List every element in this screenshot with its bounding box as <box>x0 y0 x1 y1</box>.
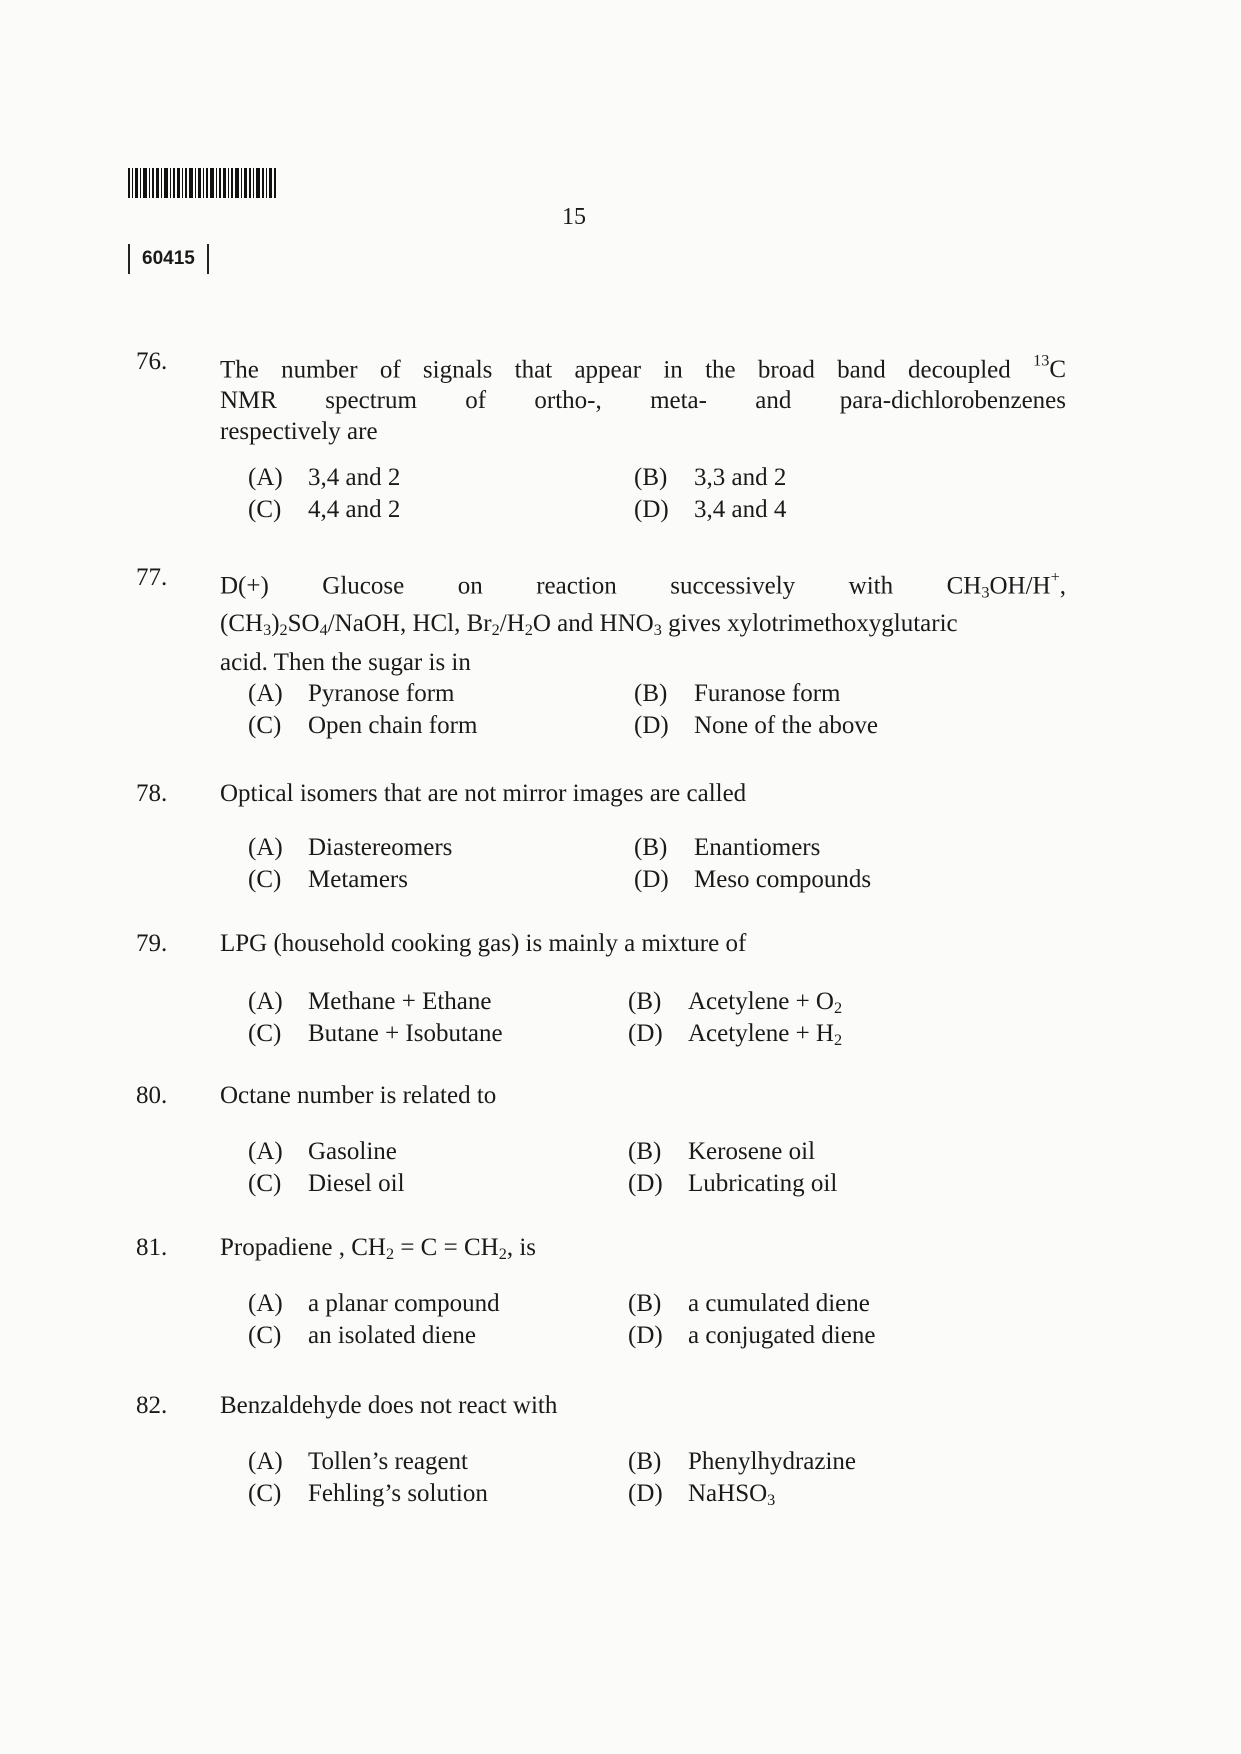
option-c[interactable]: (C) Butane + Isobutane <box>248 1020 503 1047</box>
question-number: 79. <box>136 930 168 957</box>
option-a[interactable]: (A) Methane + Ethane <box>248 988 492 1015</box>
question-stem: Octane number is related to <box>220 1082 497 1109</box>
option-c[interactable]: (C) Diesel oil <box>248 1170 405 1197</box>
option-d[interactable]: (D) None of the above <box>634 712 878 739</box>
question-number: 76. <box>136 348 168 375</box>
question-number: 82. <box>136 1392 168 1419</box>
option-d[interactable]: (D) 3,4 and 4 <box>634 496 787 523</box>
option-b[interactable]: (B) Enantiomers <box>634 834 821 861</box>
question-stem: Propadiene , $CH_2 = C = CH_2$, is <box>220 1234 536 1264</box>
option-b[interactable]: (B) 3,3 and 2 <box>634 464 787 491</box>
option-b[interactable]: (B) Furanose form <box>634 680 841 707</box>
question-number: 81. <box>136 1234 168 1261</box>
option-a[interactable]: (A) Gasoline <box>248 1138 397 1165</box>
option-c[interactable]: (C) Metamers <box>248 866 408 893</box>
option-d[interactable]: (D) Lubricating oil <box>628 1170 838 1197</box>
question-stem: Benzaldehyde does not react with <box>220 1392 558 1419</box>
option-d[interactable]: (D) NaHSO$_3$ <box>628 1480 776 1510</box>
option-b[interactable]: (B) a cumulated diene <box>628 1290 870 1317</box>
barcode <box>128 168 290 198</box>
question-stem: The number of signals that appear in the broad band decoupled $^{13}$C NMR spectrum of ortho-, meta- and para-dichlorobenzenes respectively are <box>220 352 1066 446</box>
question-number: 78. <box>136 780 168 807</box>
option-c[interactable]: (C) an isolated diene <box>248 1322 476 1349</box>
option-c[interactable]: (C) 4,4 and 2 <box>248 496 401 523</box>
paper-code: 60415 <box>128 244 209 274</box>
option-c[interactable]: (C) Fehling’s solution <box>248 1480 488 1507</box>
option-d[interactable]: (D) Acetylene + $H_2$ <box>628 1020 843 1050</box>
option-a[interactable]: (A) a planar compound <box>248 1290 500 1317</box>
option-a[interactable]: (A) Pyranose form <box>248 680 455 707</box>
option-d[interactable]: (D) Meso compounds <box>634 866 872 893</box>
question-stem: D(+) Glucose on reaction successively with $CH_3OH/H^+$, $(CH_3)_2SO_4$/NaOH, HCl, $Br_2/H_2O$ and $HNO_3$ gives xylotrimethoxyglutaric acid. Then the sugar is in <box>220 568 1066 676</box>
option-d[interactable]: (D) a conjugated diene <box>628 1322 876 1349</box>
page-number: 15 <box>562 204 586 230</box>
option-b[interactable]: (B) Kerosene oil <box>628 1138 816 1165</box>
option-a[interactable]: (A) Tollen’s reagent <box>248 1448 468 1475</box>
question-number: 77. <box>136 564 168 591</box>
option-a[interactable]: (A) Diastereomers <box>248 834 453 861</box>
option-a[interactable]: (A) 3,4 and 2 <box>248 464 401 491</box>
question-stem: Optical isomers that are not mirror images are called <box>220 780 747 807</box>
question-number: 80. <box>136 1082 168 1109</box>
question-stem: LPG (household cooking gas) is mainly a mixture of <box>220 930 747 957</box>
option-b[interactable]: (B) Acetylene + $O_2$ <box>628 988 843 1018</box>
option-c[interactable]: (C) Open chain form <box>248 712 478 739</box>
option-b[interactable]: (B) Phenylhydrazine <box>628 1448 857 1475</box>
